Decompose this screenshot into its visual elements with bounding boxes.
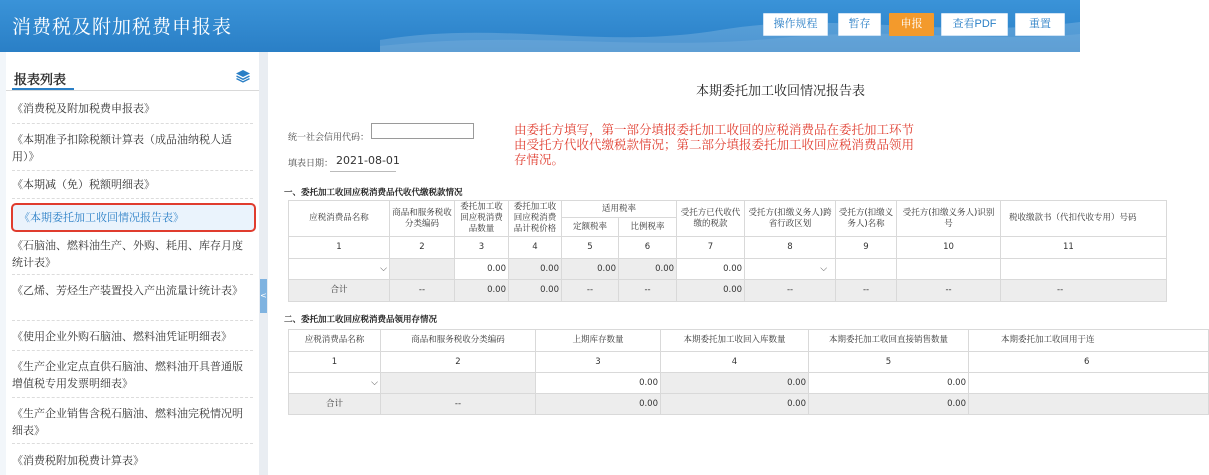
total-label: 合计 bbox=[289, 280, 390, 302]
divider bbox=[12, 320, 253, 321]
col-header-region: 受托方(扣缴义务人)跨省行政区划 bbox=[745, 201, 836, 237]
sidebar-title-underline bbox=[12, 88, 74, 90]
section-2-title: 二、委托加工收回应税消费品领用存情况 bbox=[284, 315, 438, 325]
product-name-select[interactable] bbox=[289, 373, 381, 394]
fill-instructions: 由委托方填写，第一部分填报委托加工收回的应税消费品在委托加工环节由受托方代收代缴税款情况；第二部分填报委托加工收回应税消费品领用存情况。 bbox=[514, 122, 915, 167]
app-title: 消费税及附加税费申报表 bbox=[12, 16, 233, 38]
sidebar-item-ethylene-flow[interactable]: 《乙烯、芳烃生产装置投入产出流量计统计表》 bbox=[12, 284, 243, 297]
table-row bbox=[289, 259, 1167, 280]
total-label: 合计 bbox=[289, 394, 381, 415]
sidebar-item-naphtha-stats[interactable]: 《石脑油、燃料油生产、外购、耗用、库存月度统计表》 bbox=[12, 239, 243, 269]
col-number: 6 bbox=[969, 352, 1209, 373]
total-dash: -- bbox=[381, 394, 536, 415]
col-header-fixed-rate: 定额税率 bbox=[562, 218, 619, 237]
total-dash: -- bbox=[390, 280, 455, 302]
view-pdf-button[interactable]: 查看PDF bbox=[941, 13, 1008, 36]
layers-icon[interactable] bbox=[235, 69, 251, 83]
total-row bbox=[289, 394, 1209, 415]
report-title: 本期委托加工收回情况报告表 bbox=[696, 84, 866, 99]
tax-collected-input[interactable]: 0.00 bbox=[677, 259, 745, 280]
certificate-input[interactable] bbox=[1001, 259, 1167, 280]
fixed-rate-cell: 0.00 bbox=[562, 259, 619, 280]
col-number: 11 bbox=[1001, 237, 1167, 259]
product-name-select[interactable] bbox=[289, 259, 390, 280]
sidebar-header bbox=[6, 61, 259, 91]
code-cell bbox=[381, 373, 536, 394]
col-number: 1 bbox=[289, 237, 390, 259]
prop-rate-cell: 0.00 bbox=[619, 259, 677, 280]
col-number: 2 bbox=[381, 352, 536, 373]
total-dash: -- bbox=[745, 280, 836, 302]
col-header-price: 委托加工收回应税消费品计税价格 bbox=[509, 201, 562, 237]
col-header-code: 商品和服务税收分类编码 bbox=[381, 330, 536, 352]
col-header-qty: 委托加工收回应税消费品数量 bbox=[455, 201, 509, 237]
section-2-table bbox=[288, 329, 1209, 415]
divider bbox=[12, 198, 253, 199]
col-number: 10 bbox=[897, 237, 1001, 259]
table-row bbox=[289, 373, 1209, 394]
sidebar-item-consumption-tax-return[interactable]: 《消费税及附加税费申报表》 bbox=[12, 102, 155, 115]
reset-button[interactable]: 重置 bbox=[1015, 13, 1065, 36]
declare-button[interactable]: 申报 bbox=[889, 13, 934, 36]
total-received: 0.00 bbox=[661, 394, 809, 415]
total-dash: -- bbox=[619, 280, 677, 302]
col-number: 3 bbox=[536, 352, 661, 373]
col-number: 6 bbox=[619, 237, 677, 259]
total-qty: 0.00 bbox=[455, 280, 509, 302]
col-header-prev-stock: 上期库存数量 bbox=[536, 330, 661, 352]
sidebar-item-deductible-tax-calc[interactable]: 《本期准予扣除税额计算表（成品油纳税人适用）》 bbox=[12, 133, 232, 163]
price-cell: 0.00 bbox=[509, 259, 562, 280]
divider bbox=[12, 443, 253, 444]
prev-stock-input[interactable]: 0.00 bbox=[536, 373, 661, 394]
sidebar-item-direct-supply-invoice[interactable]: 《生产企业定点直供石脑油、燃料油开具普通版增值税专用发票明细表》 bbox=[12, 360, 243, 390]
chevron-down-icon[interactable]: ⌵ bbox=[371, 377, 378, 388]
fill-date-value[interactable]: 2021-08-01 bbox=[336, 154, 400, 167]
total-dash: -- bbox=[836, 280, 897, 302]
col-header-certificate: 税收缴款书（代扣代收专用）号码 bbox=[1001, 201, 1167, 237]
fill-date-label: 填表日期： bbox=[288, 159, 334, 169]
total-row bbox=[289, 280, 1167, 302]
col-number: 5 bbox=[562, 237, 619, 259]
divider bbox=[12, 123, 253, 124]
col-header-name: 应税消费品名称 bbox=[289, 330, 381, 352]
report-form bbox=[268, 52, 1137, 475]
col-header-code: 商品和服务税收分类编码 bbox=[390, 201, 455, 237]
col-number: 1 bbox=[289, 352, 381, 373]
sidebar-item-purchase-voucher[interactable]: 《使用企业外购石脑油、燃料油凭证明细表》 bbox=[12, 330, 232, 343]
col-header-agent-name: 受托方(扣缴义务人)名称 bbox=[836, 201, 897, 237]
chevron-down-icon[interactable]: ⌵ bbox=[820, 263, 828, 274]
qty-input[interactable]: 0.00 bbox=[455, 259, 509, 280]
col-header-agent-id: 受托方(扣缴义务人)识别号 bbox=[897, 201, 1001, 237]
credit-code-input[interactable] bbox=[371, 123, 474, 139]
sidebar-item-tax-relief-detail[interactable]: 《本期减（免）税额明细表》 bbox=[12, 178, 155, 191]
report-list-sidebar bbox=[6, 52, 259, 475]
save-draft-button[interactable]: 暂存 bbox=[838, 13, 881, 36]
divider bbox=[12, 397, 253, 398]
col-header-tax-collected: 受托方已代收代缴的税款 bbox=[677, 201, 745, 237]
col-number: 3 bbox=[455, 237, 509, 259]
divider bbox=[12, 274, 253, 275]
section-1-title: 一、委托加工收回应税消费品代收代缴税款情况 bbox=[284, 188, 463, 198]
rules-button[interactable]: 操作规程 bbox=[763, 13, 828, 36]
col-number: 5 bbox=[809, 352, 969, 373]
panel-splitter[interactable] bbox=[259, 52, 268, 475]
chevron-down-icon[interactable]: ⌵ bbox=[380, 263, 387, 274]
col-header-used: 本期委托加工收回用于连 bbox=[969, 330, 1209, 352]
divider bbox=[12, 170, 253, 171]
fill-date-underline bbox=[330, 171, 396, 172]
sidebar-item-tax-paid-detail[interactable]: 《生产企业销售含税石脑油、燃料油完税情况明细表》 bbox=[12, 407, 243, 437]
received-cell: 0.00 bbox=[661, 373, 809, 394]
col-header-prop-rate: 比例税率 bbox=[619, 218, 677, 237]
total-dash: -- bbox=[562, 280, 619, 302]
credit-code-label: 统一社会信用代码： bbox=[288, 133, 370, 143]
used-input[interactable] bbox=[969, 373, 1209, 394]
total-used bbox=[969, 394, 1209, 415]
code-cell bbox=[390, 259, 455, 280]
region-select[interactable] bbox=[745, 259, 836, 280]
col-header-rate-group: 适用税率 bbox=[562, 201, 677, 218]
total-dash: -- bbox=[897, 280, 1001, 302]
sidebar-item-processing-report[interactable]: 《本期委托加工收回情况报告表》 bbox=[11, 203, 256, 232]
col-number: 2 bbox=[390, 237, 455, 259]
col-header-received: 本期委托加工收回入库数量 bbox=[661, 330, 809, 352]
col-number: 9 bbox=[836, 237, 897, 259]
col-header-direct-sale: 本期委托加工收回直接销售数量 bbox=[809, 330, 969, 352]
col-number: 8 bbox=[745, 237, 836, 259]
col-header-name: 应税消费品名称 bbox=[289, 201, 390, 237]
total-dash: -- bbox=[1001, 280, 1167, 302]
total-tax: 0.00 bbox=[677, 280, 745, 302]
col-number: 4 bbox=[509, 237, 562, 259]
sidebar-item-surcharge-calc[interactable]: 《消费税附加税费计算表》 bbox=[12, 454, 144, 467]
total-prev-stock: 0.00 bbox=[536, 394, 661, 415]
collapse-sidebar-handle[interactable]: < bbox=[260, 279, 267, 313]
total-direct-sale: 0.00 bbox=[809, 394, 969, 415]
direct-sale-input[interactable]: 0.00 bbox=[809, 373, 969, 394]
divider bbox=[12, 350, 253, 351]
agent-id-input[interactable] bbox=[897, 259, 1001, 280]
agent-name-input[interactable] bbox=[836, 259, 897, 280]
app-header bbox=[0, 0, 1080, 52]
sidebar-title: 报表列表 bbox=[14, 73, 67, 88]
col-number: 4 bbox=[661, 352, 809, 373]
total-price: 0.00 bbox=[509, 280, 562, 302]
col-number: 7 bbox=[677, 237, 745, 259]
section-1-table bbox=[288, 200, 1167, 302]
